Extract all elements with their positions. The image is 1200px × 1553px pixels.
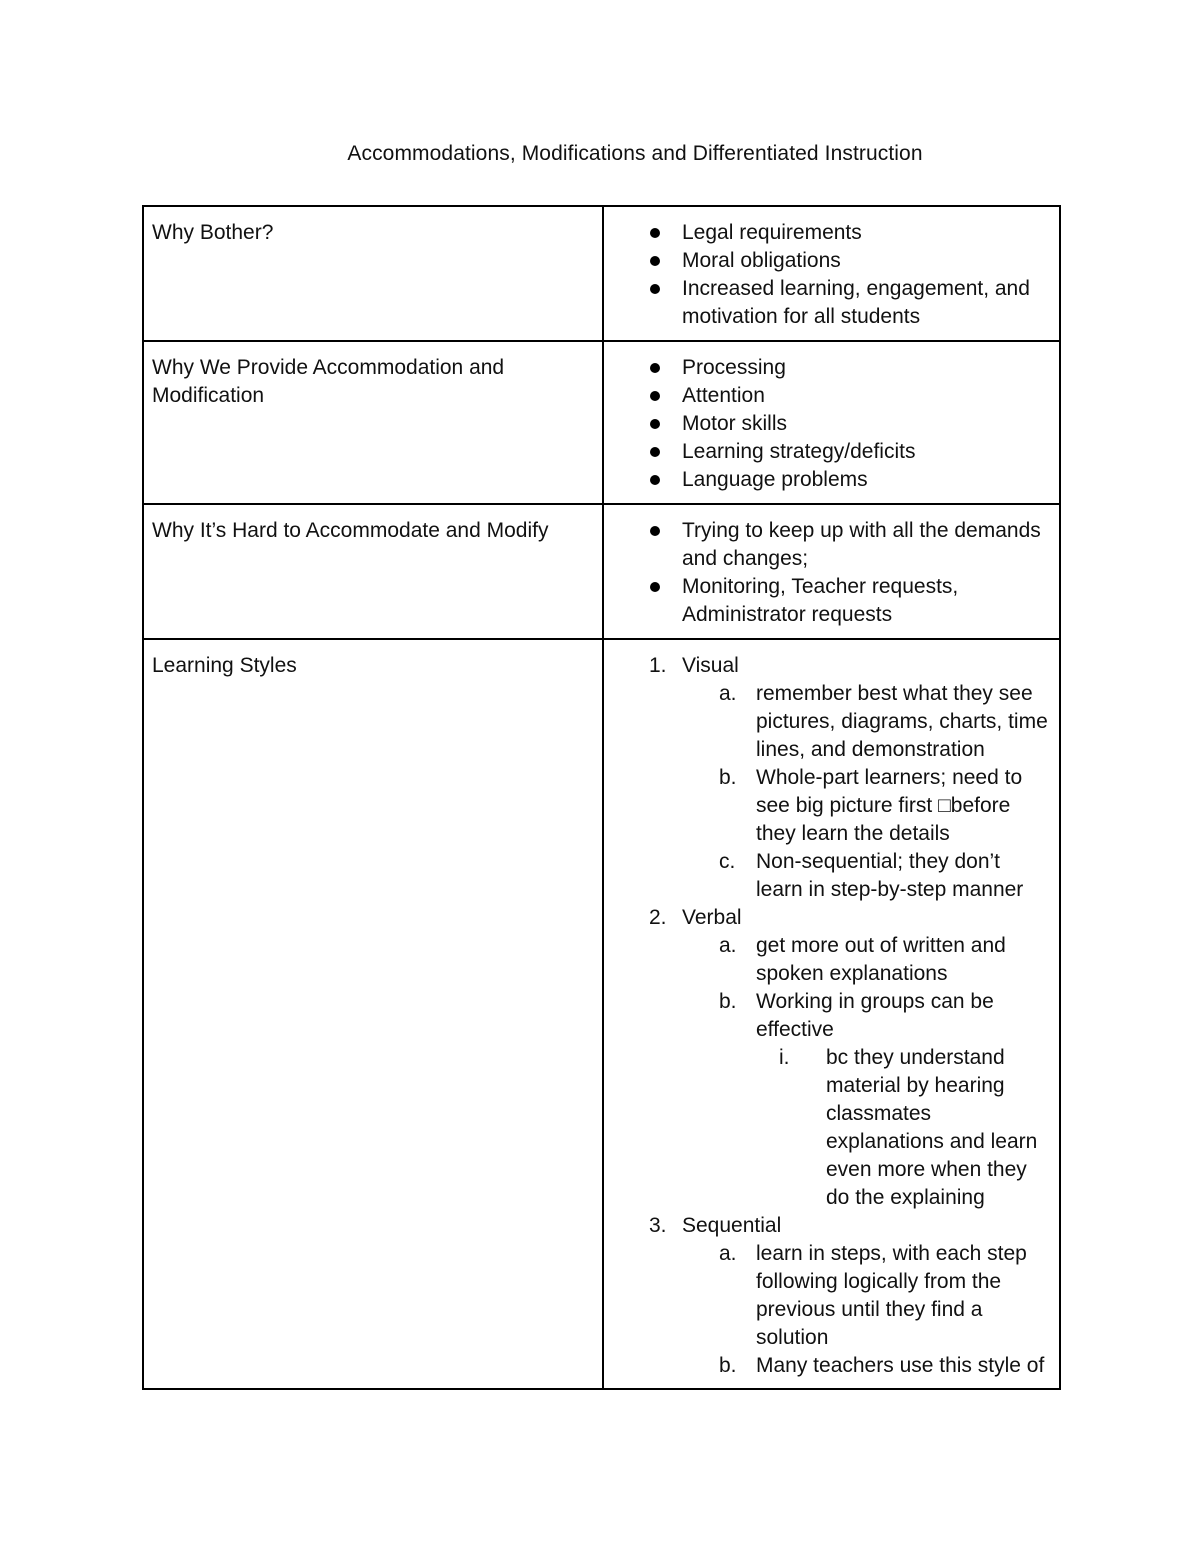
list-item: Language problems bbox=[682, 466, 1051, 494]
list-item-text: bc they understand material by hearing classmates explanations and learn even more when they do the explaining bbox=[826, 1046, 1038, 1209]
row-label: Why Bother? bbox=[152, 221, 274, 244]
list-marker: b. bbox=[719, 990, 737, 1013]
learning-style-name: Verbal bbox=[682, 906, 742, 929]
lettered-item bbox=[612, 988, 1051, 1044]
list-marker: b. bbox=[719, 1354, 737, 1377]
list-item-text: Working in groups can be effective bbox=[756, 990, 994, 1041]
list-item-text: Non-sequential; they don’t learn in step-by-step manner bbox=[756, 850, 1024, 901]
list-item: Legal requirements bbox=[682, 219, 1051, 247]
content-table bbox=[142, 205, 1061, 1390]
list-item: Monitoring, Teacher requests, Administrator requests bbox=[682, 573, 1051, 629]
row-label-cell bbox=[143, 504, 603, 639]
lettered-item bbox=[612, 764, 1051, 848]
row-label-cell bbox=[143, 639, 603, 1389]
table-row bbox=[143, 639, 1060, 1389]
list-marker: b. bbox=[719, 766, 737, 789]
bullet-list bbox=[612, 354, 1051, 494]
list-marker: 1. bbox=[649, 654, 667, 677]
lettered-item bbox=[612, 932, 1051, 988]
list-marker: 2. bbox=[649, 906, 667, 929]
list-item-text: get more out of written and spoken explanations bbox=[756, 934, 1006, 985]
lettered-item bbox=[612, 680, 1051, 764]
table-row bbox=[143, 206, 1060, 341]
row-label: Why It’s Hard to Accommodate and Modify bbox=[152, 519, 549, 542]
row-content-cell bbox=[603, 341, 1060, 504]
learning-style-name: Visual bbox=[682, 654, 739, 677]
list-item: Trying to keep up with all the demands and changes; bbox=[682, 517, 1051, 573]
row-content-cell bbox=[603, 206, 1060, 341]
row-label: Learning Styles bbox=[152, 654, 297, 677]
list-item: Increased learning, engagement, and motivation for all students bbox=[682, 275, 1051, 331]
list-marker: c. bbox=[719, 850, 736, 873]
list-item-text: learn in steps, with each step following logically from the previous until they find a solution bbox=[756, 1242, 1027, 1349]
list-item: Learning strategy/deficits bbox=[682, 438, 1051, 466]
list-marker: a. bbox=[719, 682, 737, 705]
lettered-item bbox=[612, 1352, 1051, 1380]
list-item: Processing bbox=[682, 354, 1051, 382]
row-content-cell bbox=[603, 504, 1060, 639]
list-marker: a. bbox=[719, 934, 737, 957]
learning-style-name: Sequential bbox=[682, 1214, 782, 1237]
list-item-text: remember best what they see pictures, diagrams, charts, time lines, and demonstration bbox=[756, 682, 1048, 761]
row-label-cell bbox=[143, 341, 603, 504]
lettered-item bbox=[612, 848, 1051, 904]
list-item: Moral obligations bbox=[682, 247, 1051, 275]
list-marker: i. bbox=[779, 1046, 790, 1069]
table-row bbox=[143, 504, 1060, 639]
list-marker: a. bbox=[719, 1242, 737, 1265]
list-marker: 3. bbox=[649, 1214, 667, 1237]
numbered-item bbox=[612, 904, 1051, 932]
page-title: Accommodations, Modifications and Differentiated Instruction bbox=[347, 142, 923, 165]
roman-item bbox=[612, 1044, 1051, 1212]
bullet-list bbox=[612, 219, 1051, 331]
list-item: Attention bbox=[682, 382, 1051, 410]
bullet-list bbox=[612, 517, 1051, 629]
lettered-item bbox=[612, 1240, 1051, 1352]
numbered-item bbox=[612, 652, 1051, 680]
list-item-text: Many teachers use this style of bbox=[756, 1354, 1045, 1377]
row-label-cell bbox=[143, 206, 603, 341]
list-item-text: Whole-part learners; need to see big picture first □before they learn the details bbox=[756, 766, 1023, 845]
row-label: Why We Provide Accommodation and Modification bbox=[152, 356, 505, 407]
numbered-item bbox=[612, 1212, 1051, 1240]
row-content-cell bbox=[603, 639, 1060, 1389]
list-item: Motor skills bbox=[682, 410, 1051, 438]
table-row bbox=[143, 341, 1060, 504]
